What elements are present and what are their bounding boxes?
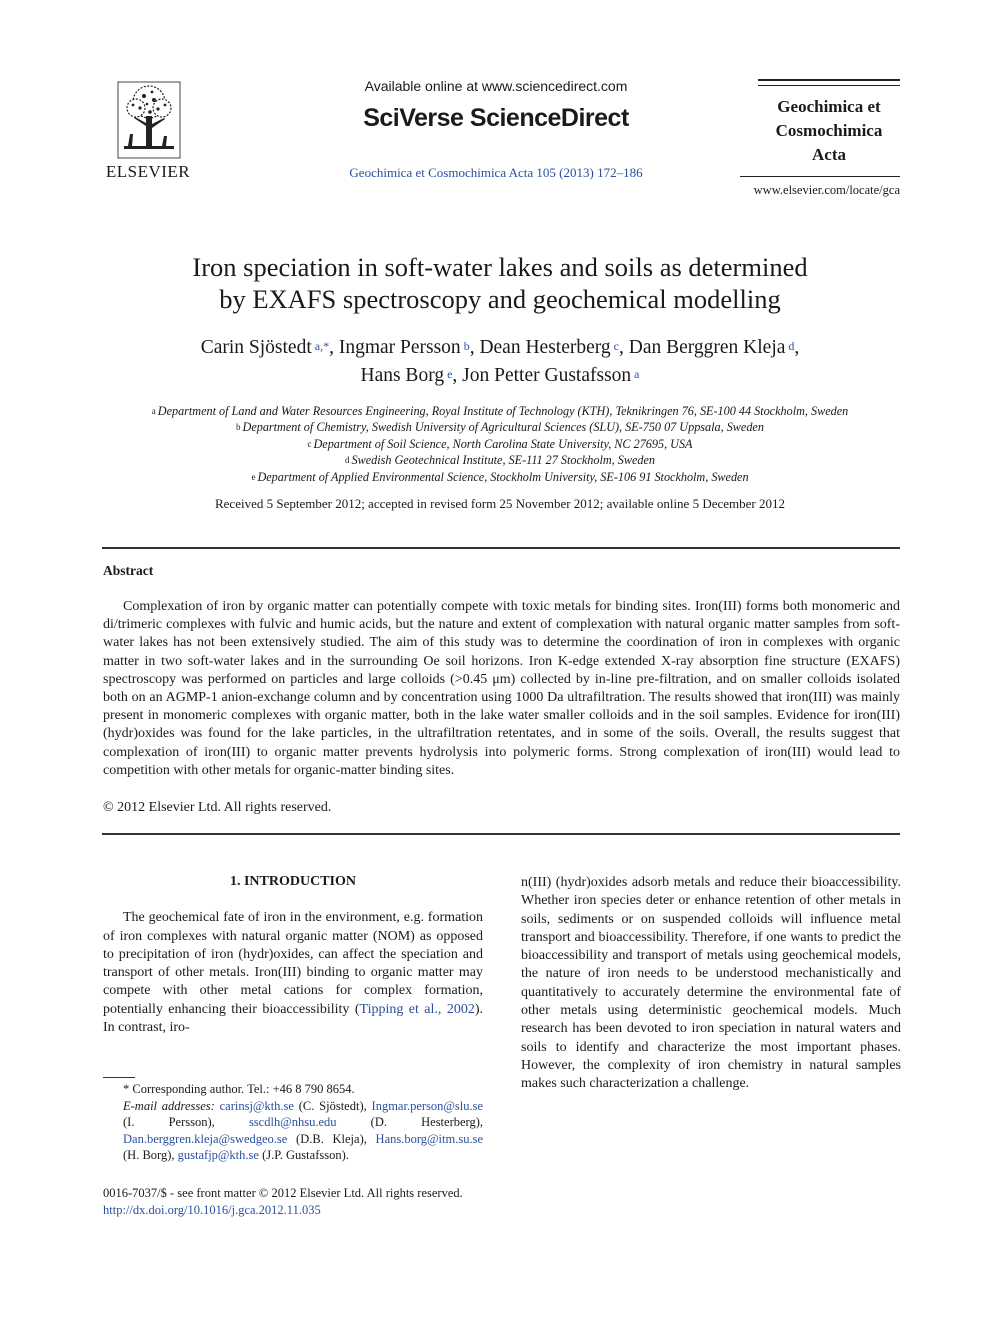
- abstract-rule-top: [102, 547, 900, 549]
- email-link[interactable]: gustafjp@kth.se: [177, 1148, 259, 1163]
- affiliation-text: Department of Land and Water Resources Engineering, Royal Institute of Technology (KTH), Teknikringen 76, SE-100 44 Stockholm, Sweden: [157, 404, 849, 418]
- intro-text: ). In contrast, iro-: [103, 1001, 483, 1036]
- affiliation-text: Department of Applied Environmental Science, Stockholm University, SE-106 91 Stockholm, Sweden: [257, 469, 749, 484]
- corresponding-footnote: [103, 1081, 483, 1164]
- journal-name-line1: Geochimica et: [777, 97, 881, 116]
- abstract-body: Complexation of iron by organic matter can potentially compete with toxic metals for binding sites. Iron(III) forms both monomeric and di/trimeric complexes with fulvic and humic acids, but the nature and extent of complexation with natural organic matter samples from soft-water lakes has not been extensively studied. The aim of this study was to determine the coordination of iron in complexes with organic matter in two soft-water lakes and in the surrounding Oe soil horizons. Iron K-edge extended X-ray absorption fine structure (EXAFS) spectroscopy was performed on particles and large colloids (>0.45 μm) collected by in-line pre-filtration, and on smaller colloids isolated both on an AGMP-1 anion-exchange column and by concentration using 1000 Da ultrafiltration. The results showed that iron(III) was mainly present in monomeric complexes with organic matter, both in the lake water smaller colloids and in the soil samples. Evidence for iron(III) (hydr)oxides was found for the lake particles, in the ultrafiltration retentates, and in some of the soils. Overall, the results suggest that complexation of iron(III) to organic matter prevents hydrolysis into polymeric forms. Strong complexation of iron(III) would lead to competition with other metals for organic-matter binding sites.: [103, 599, 900, 778]
- affiliation-item: [100, 403, 900, 419]
- email-owner: (H. Borg),: [123, 1148, 175, 1163]
- corresponding-author: * Corresponding author. Tel.: +46 8 790 8654.: [123, 1082, 355, 1096]
- email-addresses: [103, 1098, 483, 1164]
- email-link[interactable]: carinsj@kth.se: [219, 1098, 294, 1113]
- author-list: [100, 334, 900, 390]
- journal-name: [752, 95, 906, 167]
- author-affil-sup[interactable]: a: [634, 367, 640, 381]
- journal-name-line3: Acta: [812, 145, 846, 164]
- affiliation-item: [100, 452, 900, 468]
- email-link[interactable]: sscdlh@nhsu.edu: [248, 1115, 337, 1130]
- intro-paragraph-continued: n(III) (hydr)oxides adsorb metals and reduce their bioaccessibility. Whether iron species deter or enhance retention of other metals in soils, sediments or on suspended colloids will influence metal transport and bioaccessibility. Therefore, if one wants to predict the bioaccessibility and transport of metals using geochemical models, the nature of iron needs to be understood mechanistically and quantitatively to accurately determine the environmental fate of other metals using deterministic geochemical models. Much research has been devoted to iron speciation in natural waters and soils to identify and characterize the most important phases. However, the complexity of iron chemistry in natural samples makes such characterization a challenge.: [521, 875, 901, 1092]
- abstract-heading: Abstract: [103, 563, 154, 578]
- author-sep: ,: [452, 365, 463, 386]
- affiliation-key: b: [236, 422, 241, 433]
- intro-column-right: [521, 874, 901, 1094]
- affiliation-key: a: [151, 406, 156, 416]
- author-affil-sup[interactable]: a,*: [314, 339, 330, 353]
- intro-paragraph: [103, 909, 483, 1037]
- journal-citation-link[interactable]: Geochimica et Cosmochimica Acta 105 (2013) 172–186: [349, 165, 643, 180]
- affiliation-key: e: [251, 471, 256, 482]
- email-link[interactable]: Ingmar.person@slu.se: [371, 1098, 484, 1113]
- affiliation-item: [100, 419, 900, 435]
- affiliation-text: Department of Chemistry, Swedish University of Agricultural Sciences (SLU), SE-750 07 Uppsala, Sweden: [242, 420, 764, 435]
- front-matter-info: [103, 1185, 463, 1218]
- journal-rule-top: [758, 79, 900, 81]
- journal-url[interactable]: www.elsevier.com/locate/gca: [753, 183, 900, 197]
- publisher-name: ELSEVIER: [105, 162, 191, 181]
- received-dates: Received 5 September 2012; accepted in revised form 25 November 2012; available online 5 December 2012: [214, 496, 785, 511]
- author-affil-sup[interactable]: c: [613, 339, 619, 353]
- email-owner: (D.B. Kleja),: [296, 1131, 367, 1146]
- affiliation-key: d: [345, 455, 350, 466]
- abstract-rule-bottom: [102, 833, 900, 835]
- email-label: E-mail addresses:: [123, 1098, 215, 1113]
- email-owner: (J.P. Gustafsson).: [262, 1148, 349, 1163]
- author-name[interactable]: Dan Berggren Kleja: [628, 337, 786, 358]
- author-sep: ,: [794, 337, 800, 358]
- author-name[interactable]: Jon Petter Gustafsson: [462, 365, 632, 386]
- doi-link[interactable]: http://dx.doi.org/10.1016/j.gca.2012.11.035: [103, 1202, 321, 1217]
- sciencedirect-brand: SciVerse ScienceDirect: [363, 104, 629, 132]
- affiliation-list: [100, 403, 900, 485]
- author-affil-sup[interactable]: e: [447, 367, 453, 381]
- author-name[interactable]: Ingmar Persson: [338, 337, 461, 358]
- article-title-line2: by EXAFS spectroscopy and geochemical modelling: [219, 284, 781, 314]
- article-title-line1: Iron speciation in soft-water lakes and soils as determined: [192, 252, 808, 282]
- affiliation-item: [100, 469, 900, 485]
- citation-link[interactable]: Tipping et al., 2002: [359, 1001, 475, 1017]
- email-link[interactable]: Dan.berggren.kleja@swedgeo.se: [123, 1131, 288, 1146]
- footnote-rule: [103, 1077, 135, 1078]
- article-title: [100, 251, 900, 315]
- author-name[interactable]: Hans Borg: [360, 365, 445, 386]
- affiliation-item: [100, 436, 900, 452]
- section-heading-introduction: 1. INTRODUCTION: [229, 874, 356, 889]
- email-owner: (D. Hesterberg),: [370, 1115, 484, 1130]
- affiliation-text: Department of Soil Science, North Carolina State University, NC 27695, USA: [313, 436, 693, 451]
- email-owner: (C. Sjöstedt),: [298, 1098, 367, 1113]
- author-sep: ,: [618, 337, 629, 358]
- journal-rule-top-thin: [758, 85, 900, 86]
- journal-name-line2: Cosmochimica: [775, 121, 883, 140]
- abstract-copyright: © 2012 Elsevier Ltd. All rights reserved.: [103, 800, 332, 815]
- author-affil-sup[interactable]: b: [463, 339, 470, 353]
- email-link[interactable]: Hans.borg@itm.su.se: [375, 1131, 484, 1146]
- author-name[interactable]: Dean Hesterberg: [479, 337, 611, 358]
- journal-rule-bottom: [740, 176, 900, 177]
- affiliation-key: c: [307, 438, 312, 449]
- author-sep: ,: [469, 337, 480, 358]
- intro-column-left: [103, 873, 483, 1037]
- author-affil-sup[interactable]: d: [788, 339, 795, 353]
- elsevier-logo: [100, 78, 196, 182]
- intro-text: The geochemical fate of iron in the environment, e.g. formation of iron complexes with natural organic matter (NOM) as opposed to precipitation of iron (hydr)oxides, can affect the speciation and transport of other metals. Iron(III) binding to organic matter may compete with other metal cations for complex formation, potentially enhancing their bioaccessibility (: [103, 910, 483, 1017]
- affiliation-text: Swedish Geotechnical Institute, SE-111 27 Stockholm, Sweden: [351, 453, 655, 468]
- email-owner: (I. Persson),: [123, 1115, 215, 1130]
- author-name[interactable]: Carin Sjöstedt: [200, 337, 312, 358]
- issn-line: 0016-7037/$ - see front matter © 2012 Elsevier Ltd. All rights reserved.: [103, 1186, 463, 1200]
- author-sep: ,: [329, 337, 339, 358]
- available-online-text: Available online at www.sciencedirect.com: [364, 78, 628, 94]
